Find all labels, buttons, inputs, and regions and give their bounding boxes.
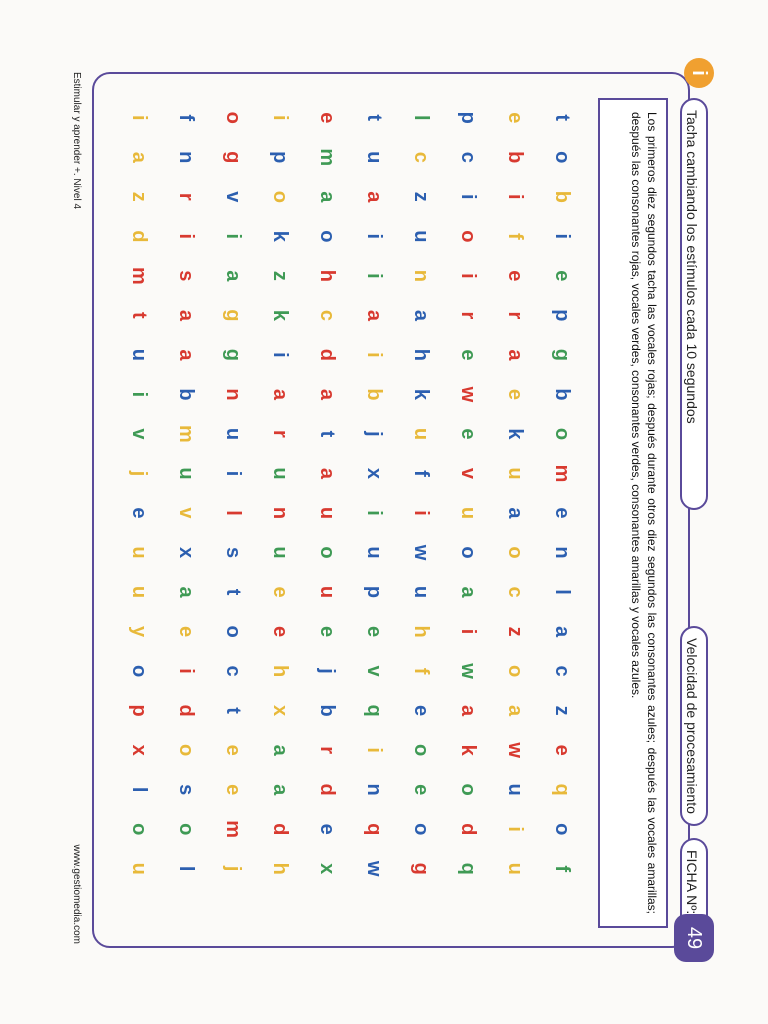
letter-cell[interactable]: b <box>551 388 574 401</box>
letter-cell[interactable]: e <box>316 823 339 835</box>
letter-cell[interactable]: o <box>551 427 574 441</box>
letter-cell[interactable]: v <box>128 428 151 440</box>
letter-cell[interactable]: u <box>504 783 527 796</box>
letter-cell[interactable]: t <box>128 312 151 319</box>
exercise-title: Tacha cambiando los estímulos cada 10 segundos <box>680 98 708 510</box>
letter-cell[interactable]: l <box>551 589 574 595</box>
letter-cell[interactable]: i <box>457 194 480 200</box>
letter-cell[interactable]: k <box>269 309 292 321</box>
letter-cell[interactable]: g <box>551 348 574 361</box>
letter-cell[interactable]: d <box>457 823 480 836</box>
letter-cell[interactable]: o <box>222 111 245 124</box>
letter-cell[interactable]: m <box>175 425 198 443</box>
letter-cell[interactable]: m <box>222 820 245 839</box>
letter-cell[interactable]: p <box>457 111 480 124</box>
letter-cell[interactable]: h <box>410 348 433 361</box>
letter-cell[interactable]: o <box>504 546 527 559</box>
letter-cell[interactable]: w <box>457 663 480 679</box>
letter-cell[interactable]: b <box>363 388 386 401</box>
letter-cell[interactable]: o <box>551 823 574 836</box>
letter-cell[interactable]: a <box>363 191 386 203</box>
letter-cell[interactable]: u <box>504 862 527 875</box>
letter-cell[interactable]: e <box>551 270 574 282</box>
letter-cell[interactable]: u <box>269 546 292 559</box>
letter-cell[interactable]: z <box>504 626 527 637</box>
letter-cell[interactable]: f <box>504 232 527 240</box>
letter-cell[interactable]: o <box>316 546 339 559</box>
letter-cell[interactable]: t <box>363 114 386 122</box>
letter-cell[interactable]: a <box>175 349 198 361</box>
letter-cell[interactable]: l <box>222 510 245 516</box>
letter-cell[interactable]: a <box>457 586 480 598</box>
letter-cell[interactable]: i <box>504 194 527 200</box>
letter-cell[interactable]: e <box>128 507 151 519</box>
letter-cell[interactable]: i <box>175 233 198 240</box>
letter-cell[interactable]: k <box>269 230 292 242</box>
letter-cell[interactable]: a <box>316 467 339 480</box>
letter-cell[interactable]: e <box>269 586 292 598</box>
letter-cell[interactable]: i <box>363 273 386 279</box>
letter-cell[interactable]: a <box>504 705 527 717</box>
letter-cell[interactable]: e <box>363 626 386 638</box>
letter-cell[interactable]: p <box>363 585 386 599</box>
letter-cell[interactable]: j <box>128 470 151 477</box>
letter-cell[interactable]: u <box>128 585 151 599</box>
letter-cell[interactable]: i <box>363 352 386 358</box>
letter-cell[interactable]: q <box>551 783 574 796</box>
letter-cell[interactable]: f <box>410 470 433 477</box>
letter-cell[interactable]: n <box>222 388 245 401</box>
letter-cell[interactable]: c <box>504 586 527 598</box>
letter-cell[interactable]: n <box>551 546 574 559</box>
letter-cell[interactable]: i <box>551 233 574 240</box>
letter-cell[interactable]: u <box>504 467 527 480</box>
letter-cell[interactable]: m <box>551 464 574 483</box>
letter-cell[interactable]: n <box>269 506 292 520</box>
letter-cell[interactable]: x <box>363 467 386 480</box>
letter-cell[interactable]: t <box>316 430 339 438</box>
letter-cell[interactable]: w <box>504 742 527 758</box>
letter-cell[interactable]: j <box>222 865 245 872</box>
letter-cell[interactable]: x <box>316 863 339 875</box>
letter-cell[interactable]: w <box>363 860 386 877</box>
letter-cell[interactable]: c <box>551 665 574 677</box>
letter-cell[interactable]: f <box>175 114 198 122</box>
letter-cell[interactable]: z <box>269 270 292 281</box>
letter-cell[interactable]: n <box>363 783 386 796</box>
letter-cell[interactable]: u <box>410 427 433 441</box>
letter-cell[interactable]: i <box>222 233 245 240</box>
subject-label: Velocidad de procesamiento <box>680 626 708 826</box>
letter-cell[interactable]: l <box>410 114 433 121</box>
letter-cell[interactable]: e <box>316 112 339 124</box>
letter-cell[interactable]: b <box>551 190 574 203</box>
letter-cell[interactable]: g <box>222 151 245 164</box>
letter-cell[interactable]: e <box>504 112 527 124</box>
letter-cell[interactable]: a <box>551 626 574 638</box>
letter-cell[interactable]: u <box>457 506 480 520</box>
letter-cell[interactable]: j <box>363 431 386 437</box>
letter-cell[interactable]: l <box>128 786 151 793</box>
letter-cell[interactable]: k <box>410 388 433 400</box>
letter-cell[interactable]: p <box>128 704 151 717</box>
letter-cell[interactable]: a <box>175 309 198 321</box>
letter-cell[interactable]: s <box>222 546 245 559</box>
letter-cell[interactable]: d <box>128 230 151 243</box>
letter-cell[interactable]: a <box>222 270 245 282</box>
letter-cell[interactable]: r <box>269 430 292 438</box>
ficha-label: FICHA Nº: <box>680 838 708 934</box>
letter-cell[interactable]: a <box>316 388 339 400</box>
letter-cell[interactable]: r <box>504 311 527 320</box>
letter-cell[interactable]: e <box>457 428 480 440</box>
letter-cell[interactable]: h <box>410 625 433 638</box>
letter-cell[interactable]: e <box>269 626 292 638</box>
letter-cell[interactable]: u <box>316 506 339 520</box>
letter-cell[interactable]: e <box>410 784 433 796</box>
letter-cell[interactable]: c <box>222 665 245 677</box>
letter-cell[interactable]: u <box>363 546 386 559</box>
letter-cell[interactable]: k <box>457 744 480 756</box>
letter-cell[interactable]: a <box>410 309 433 321</box>
letter-cell[interactable]: v <box>175 507 198 519</box>
letter-cell[interactable]: c <box>410 151 433 163</box>
info-icon: i <box>684 58 714 88</box>
letter-cell[interactable]: m <box>316 148 339 167</box>
letter-cell[interactable]: f <box>551 865 574 873</box>
ficha-number: 49 <box>674 914 714 962</box>
letter-cell[interactable]: u <box>175 467 198 480</box>
letter-cell[interactable]: z <box>410 191 433 202</box>
letter-cell[interactable]: m <box>128 266 151 285</box>
letter-cell[interactable]: z <box>128 191 151 202</box>
letter-cell[interactable]: q <box>363 704 386 717</box>
letter-cell[interactable]: n <box>175 151 198 164</box>
letter-cell[interactable]: a <box>269 388 292 400</box>
letter-cell[interactable]: e <box>222 784 245 796</box>
letter-cell[interactable]: i <box>363 233 386 240</box>
letter-cell[interactable]: x <box>175 546 198 559</box>
letter-grid <box>116 98 586 928</box>
letter-cell[interactable]: z <box>551 705 574 716</box>
letter-cell[interactable]: e <box>175 626 198 638</box>
letter-cell[interactable]: n <box>410 269 433 282</box>
letter-cell[interactable]: i <box>175 668 198 674</box>
letter-cell[interactable]: i <box>363 747 386 753</box>
letter-cell[interactable]: o <box>410 744 433 757</box>
letter-cell[interactable]: u <box>269 467 292 480</box>
letter-cell[interactable]: p <box>269 151 292 164</box>
letter-cell[interactable]: f <box>410 667 433 675</box>
letter-cell[interactable]: e <box>551 507 574 519</box>
letter-cell[interactable]: s <box>175 784 198 796</box>
letter-cell[interactable]: d <box>175 704 198 717</box>
letter-cell[interactable]: t <box>222 588 245 596</box>
letter-cell[interactable]: v <box>363 665 386 677</box>
letter-cell[interactable]: u <box>128 546 151 559</box>
letter-cell[interactable]: x <box>269 705 292 717</box>
letter-cell[interactable]: u <box>316 585 339 599</box>
letter-cell[interactable]: a <box>504 349 527 361</box>
letter-cell[interactable]: u <box>410 585 433 599</box>
footer-series: Estimular y aprender +. Nivel 4 <box>71 72 82 210</box>
letter-cell[interactable]: a <box>316 191 339 203</box>
letter-cell[interactable]: a <box>269 784 292 796</box>
letter-cell[interactable]: i <box>269 352 292 358</box>
letter-cell[interactable]: y <box>128 626 151 638</box>
letter-cell[interactable]: l <box>175 865 198 872</box>
letter-cell[interactable]: w <box>410 544 433 561</box>
letter-cell[interactable]: o <box>128 823 151 836</box>
footer-website: www.gestiomedia.com <box>71 844 82 944</box>
letter-cell[interactable]: c <box>457 151 480 163</box>
letter-cell[interactable]: w <box>457 386 480 403</box>
letter-cell[interactable]: h <box>316 269 339 282</box>
letter-cell[interactable]: h <box>269 664 292 678</box>
letter-cell[interactable]: g <box>410 862 433 875</box>
letter-cell[interactable]: o <box>175 823 198 836</box>
letter-cell[interactable]: t <box>222 707 245 714</box>
letter-cell[interactable]: p <box>551 309 574 322</box>
letter-cell[interactable]: u <box>222 427 245 441</box>
letter-cell[interactable]: c <box>316 309 339 321</box>
letter-cell[interactable]: a <box>363 309 386 321</box>
letter-cell[interactable]: u <box>128 348 151 361</box>
letter-cell[interactable]: i <box>457 273 480 279</box>
letter-cell[interactable]: e <box>457 349 480 361</box>
letter-cell[interactable]: v <box>457 467 480 480</box>
letter-cell[interactable]: i <box>363 510 386 516</box>
letter-cell[interactable]: i <box>269 114 292 121</box>
letter-cell[interactable]: k <box>504 428 527 440</box>
letter-cell[interactable]: o <box>222 625 245 638</box>
worksheet <box>56 58 716 970</box>
instructions-box: Los primeros diez segundos tacha las vocales rojas; después durante otros diez segundos las consonantes azules; después las vocales amarillas; después las consonantes rojas, vocales verdes, consonantes verdes, consonantes amarillas y vocales azules. <box>598 98 668 928</box>
letter-cell[interactable]: a <box>504 507 527 519</box>
letter-cell[interactable]: u <box>363 151 386 164</box>
letter-cell[interactable]: h <box>269 862 292 875</box>
letter-cell[interactable]: a <box>175 586 198 598</box>
letter-cell[interactable]: o <box>410 823 433 836</box>
letter-cell[interactable]: d <box>316 783 339 796</box>
letter-cell[interactable]: e <box>551 744 574 756</box>
letter-cell[interactable]: q <box>363 823 386 836</box>
letter-cell[interactable]: o <box>457 783 480 796</box>
letter-cell[interactable]: g <box>222 348 245 361</box>
letter-cell[interactable]: t <box>551 114 574 122</box>
letter-cell[interactable]: o <box>504 664 527 678</box>
letter-cell[interactable]: o <box>316 230 339 243</box>
letter-cell[interactable]: i <box>457 628 480 635</box>
letter-cell[interactable]: i <box>128 391 151 398</box>
letter-cell[interactable]: a <box>269 744 292 756</box>
letter-cell[interactable]: o <box>551 151 574 164</box>
letter-cell[interactable]: s <box>175 270 198 282</box>
letter-cell[interactable]: u <box>410 230 433 243</box>
letter-cell[interactable]: o <box>175 744 198 757</box>
letter-cell[interactable]: i <box>410 510 433 516</box>
letter-cell[interactable]: d <box>269 823 292 836</box>
letter-cell[interactable]: v <box>222 191 245 203</box>
letter-cell[interactable]: q <box>457 862 480 875</box>
letter-cell[interactable]: b <box>175 388 198 401</box>
letter-cell[interactable]: d <box>316 348 339 361</box>
letter-cell[interactable]: e <box>222 744 245 756</box>
letter-cell[interactable]: e <box>316 626 339 638</box>
letter-cell[interactable]: j <box>316 668 339 674</box>
letter-cell[interactable]: b <box>504 151 527 164</box>
letter-cell[interactable]: o <box>128 664 151 678</box>
letter-cell[interactable]: r <box>457 311 480 320</box>
letter-cell[interactable]: x <box>128 744 151 756</box>
letter-cell[interactable]: a <box>128 151 151 163</box>
letter-cell[interactable]: r <box>175 192 198 201</box>
letter-cell[interactable]: g <box>222 309 245 322</box>
letter-cell[interactable]: i <box>222 470 245 477</box>
letter-cell[interactable]: r <box>316 746 339 755</box>
letter-cell[interactable]: e <box>504 270 527 282</box>
letter-cell[interactable]: e <box>504 388 527 400</box>
letter-cell[interactable]: b <box>316 704 339 717</box>
letter-cell[interactable]: u <box>128 862 151 875</box>
letter-cell[interactable]: o <box>269 190 292 203</box>
letter-cell[interactable]: i <box>504 826 527 832</box>
letter-cell[interactable]: e <box>410 705 433 717</box>
letter-cell[interactable]: o <box>457 546 480 559</box>
letter-cell[interactable]: a <box>457 705 480 717</box>
letter-cell[interactable]: o <box>457 230 480 243</box>
letter-cell[interactable]: i <box>128 114 151 121</box>
